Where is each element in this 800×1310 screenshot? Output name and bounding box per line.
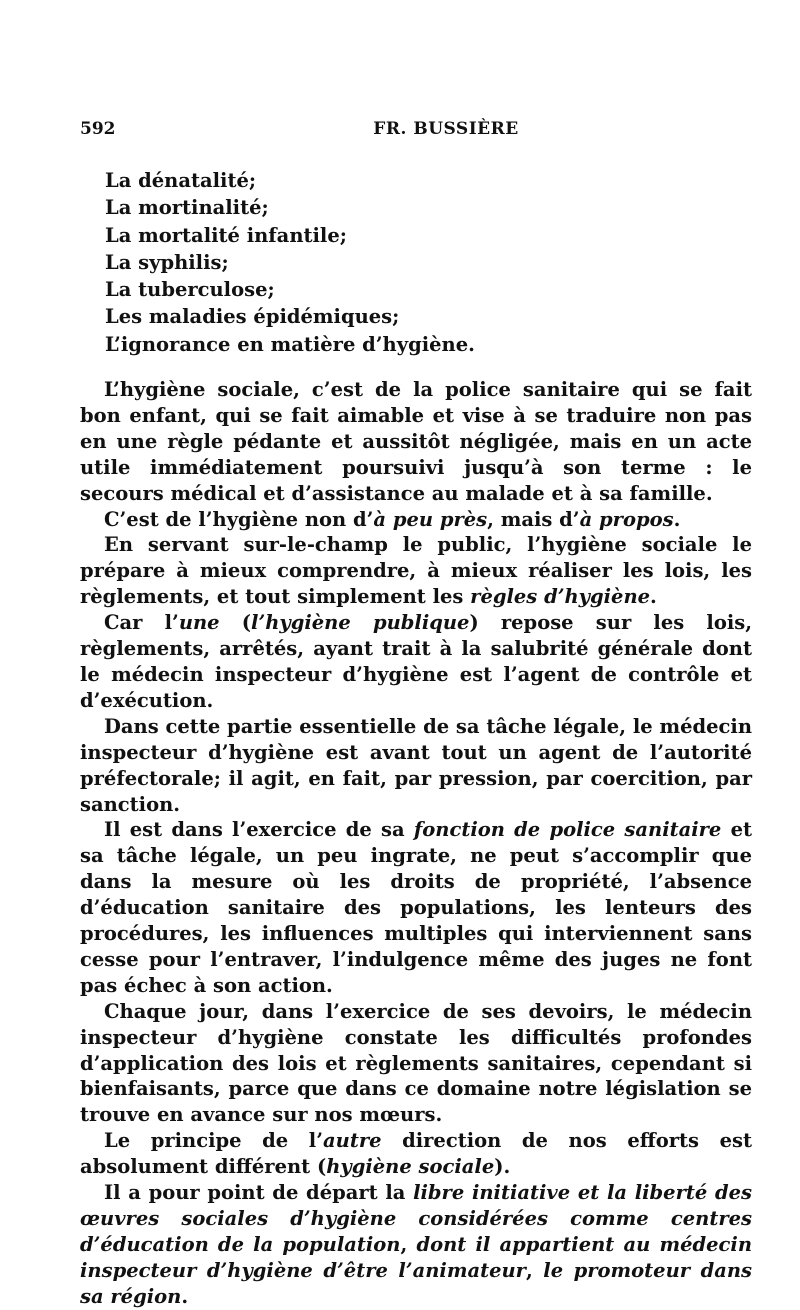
italic-run: une: [178, 611, 220, 635]
paragraph: [80, 1128, 752, 1180]
text-run: direction de nos efforts est absolument différent (: [80, 1129, 752, 1179]
text-run: ,: [525, 1258, 544, 1282]
text-run: .: [673, 507, 681, 531]
issues-list: [105, 167, 745, 358]
paragraph: [80, 507, 752, 533]
text-run: Dans cette partie essentielle de sa tâche légale, le médecin inspecteur d’hygiène est avant tout un agent de l’autorité préfectorale; il agit, en fait, par pression, par coercition, par sanction.: [80, 714, 752, 816]
paragraph: [80, 377, 752, 507]
text-run: (: [219, 611, 252, 635]
italic-run: hygiène sociale: [326, 1155, 495, 1179]
italic-run: règles d’hygiène: [470, 585, 651, 609]
text-run: ) repose sur les lois, règlements, arrêtés, ayant trait à la salubrité générale dont le médecin inspecteur d’hygiène est l’agent de contrôle et d’exécution.: [80, 611, 752, 712]
text-run: .: [650, 585, 657, 609]
text-run: C’est de l’hygiène non d’: [104, 507, 374, 531]
text-run: , mais d’: [487, 507, 580, 531]
italic-run: l’hygiène publique: [251, 611, 470, 635]
paragraph: [80, 999, 752, 1129]
text-run: En servant sur-le-champ le public, l’hygiène sociale le prépare à mieux comprendre, à mieux réaliser les lois, les règlements, et tout simplement les: [80, 533, 752, 609]
italic-run: à propos: [579, 507, 674, 531]
list-item: La mortinalité;: [105, 196, 269, 220]
list-item: L’ignorance en matière d’hygiène.: [105, 332, 475, 356]
paragraph: [80, 1180, 752, 1310]
text-run: Il est dans l’exercice de sa: [104, 818, 414, 842]
italic-run: fonction de police sanitaire: [413, 818, 722, 842]
list-item: La mortalité infantile;: [105, 223, 347, 247]
paragraph: [80, 610, 752, 714]
paragraph: [80, 532, 752, 610]
paragraph: [80, 817, 752, 998]
text-run: Le principe de l’: [104, 1129, 323, 1153]
text-run: ).: [494, 1155, 511, 1179]
text-run: et sa tâche légale, un peu ingrate, ne peut s’accomplir que dans la mesure où les droits de propriété, l’absence d’éducation sanitaire des populations, les lenteurs des procédures, les influences multiples qui interviennent sans cesse pour l’entraver, l’indulgence même des juges ne font pas échec à son action.: [80, 818, 752, 997]
page-number: 592: [80, 119, 116, 139]
paragraph: [80, 714, 752, 818]
text-run: Car l’: [104, 611, 179, 635]
italic-run: à peu près: [373, 507, 488, 531]
italic-run: dont il appartient au médecin inspecteur d’hygiène d’être l’animateur: [80, 1232, 753, 1282]
text-run: L’hygiène sociale, c’est de la police sanitaire qui se fait bon enfant, qui se fait aimable et vise à se traduire non pas en une règle pédante et aussitôt négligée, mais en un acte utile immédiatement poursuivi jusqu’à son terme : le secours médical et d’assistance au malade et à sa famille.: [80, 378, 752, 505]
body-text: [80, 377, 752, 1310]
italic-run: libre initiative et la liberté des œuvres sociales d’hygiène considérées comme centres d’éducation de la population: [80, 1181, 752, 1256]
list-item: La tuberculose;: [105, 278, 275, 302]
page-header: [80, 119, 752, 145]
text-run: .: [181, 1284, 189, 1308]
list-item: La dénatalité;: [105, 169, 257, 192]
text-run: Chaque jour, dans l’exercice de ses devoirs, le médecin inspecteur d’hygiène constate les difficultés profondes d’application des lois et règlements sanitaires, cependant si bienfaisants, parce que dans ce domaine notre législation se trouve en avance sur nos mœurs.: [80, 999, 752, 1127]
italic-run: le promoteur dans sa région: [80, 1258, 752, 1308]
italic-run: autre: [323, 1129, 382, 1153]
running-head: FR. BUSSIÈRE: [373, 119, 519, 139]
list-item: Les maladies épidémiques;: [105, 305, 400, 329]
list-item: La syphilis;: [105, 250, 229, 274]
text-run: ,: [400, 1232, 417, 1256]
text-run: Il a pour point de départ la: [104, 1181, 414, 1205]
